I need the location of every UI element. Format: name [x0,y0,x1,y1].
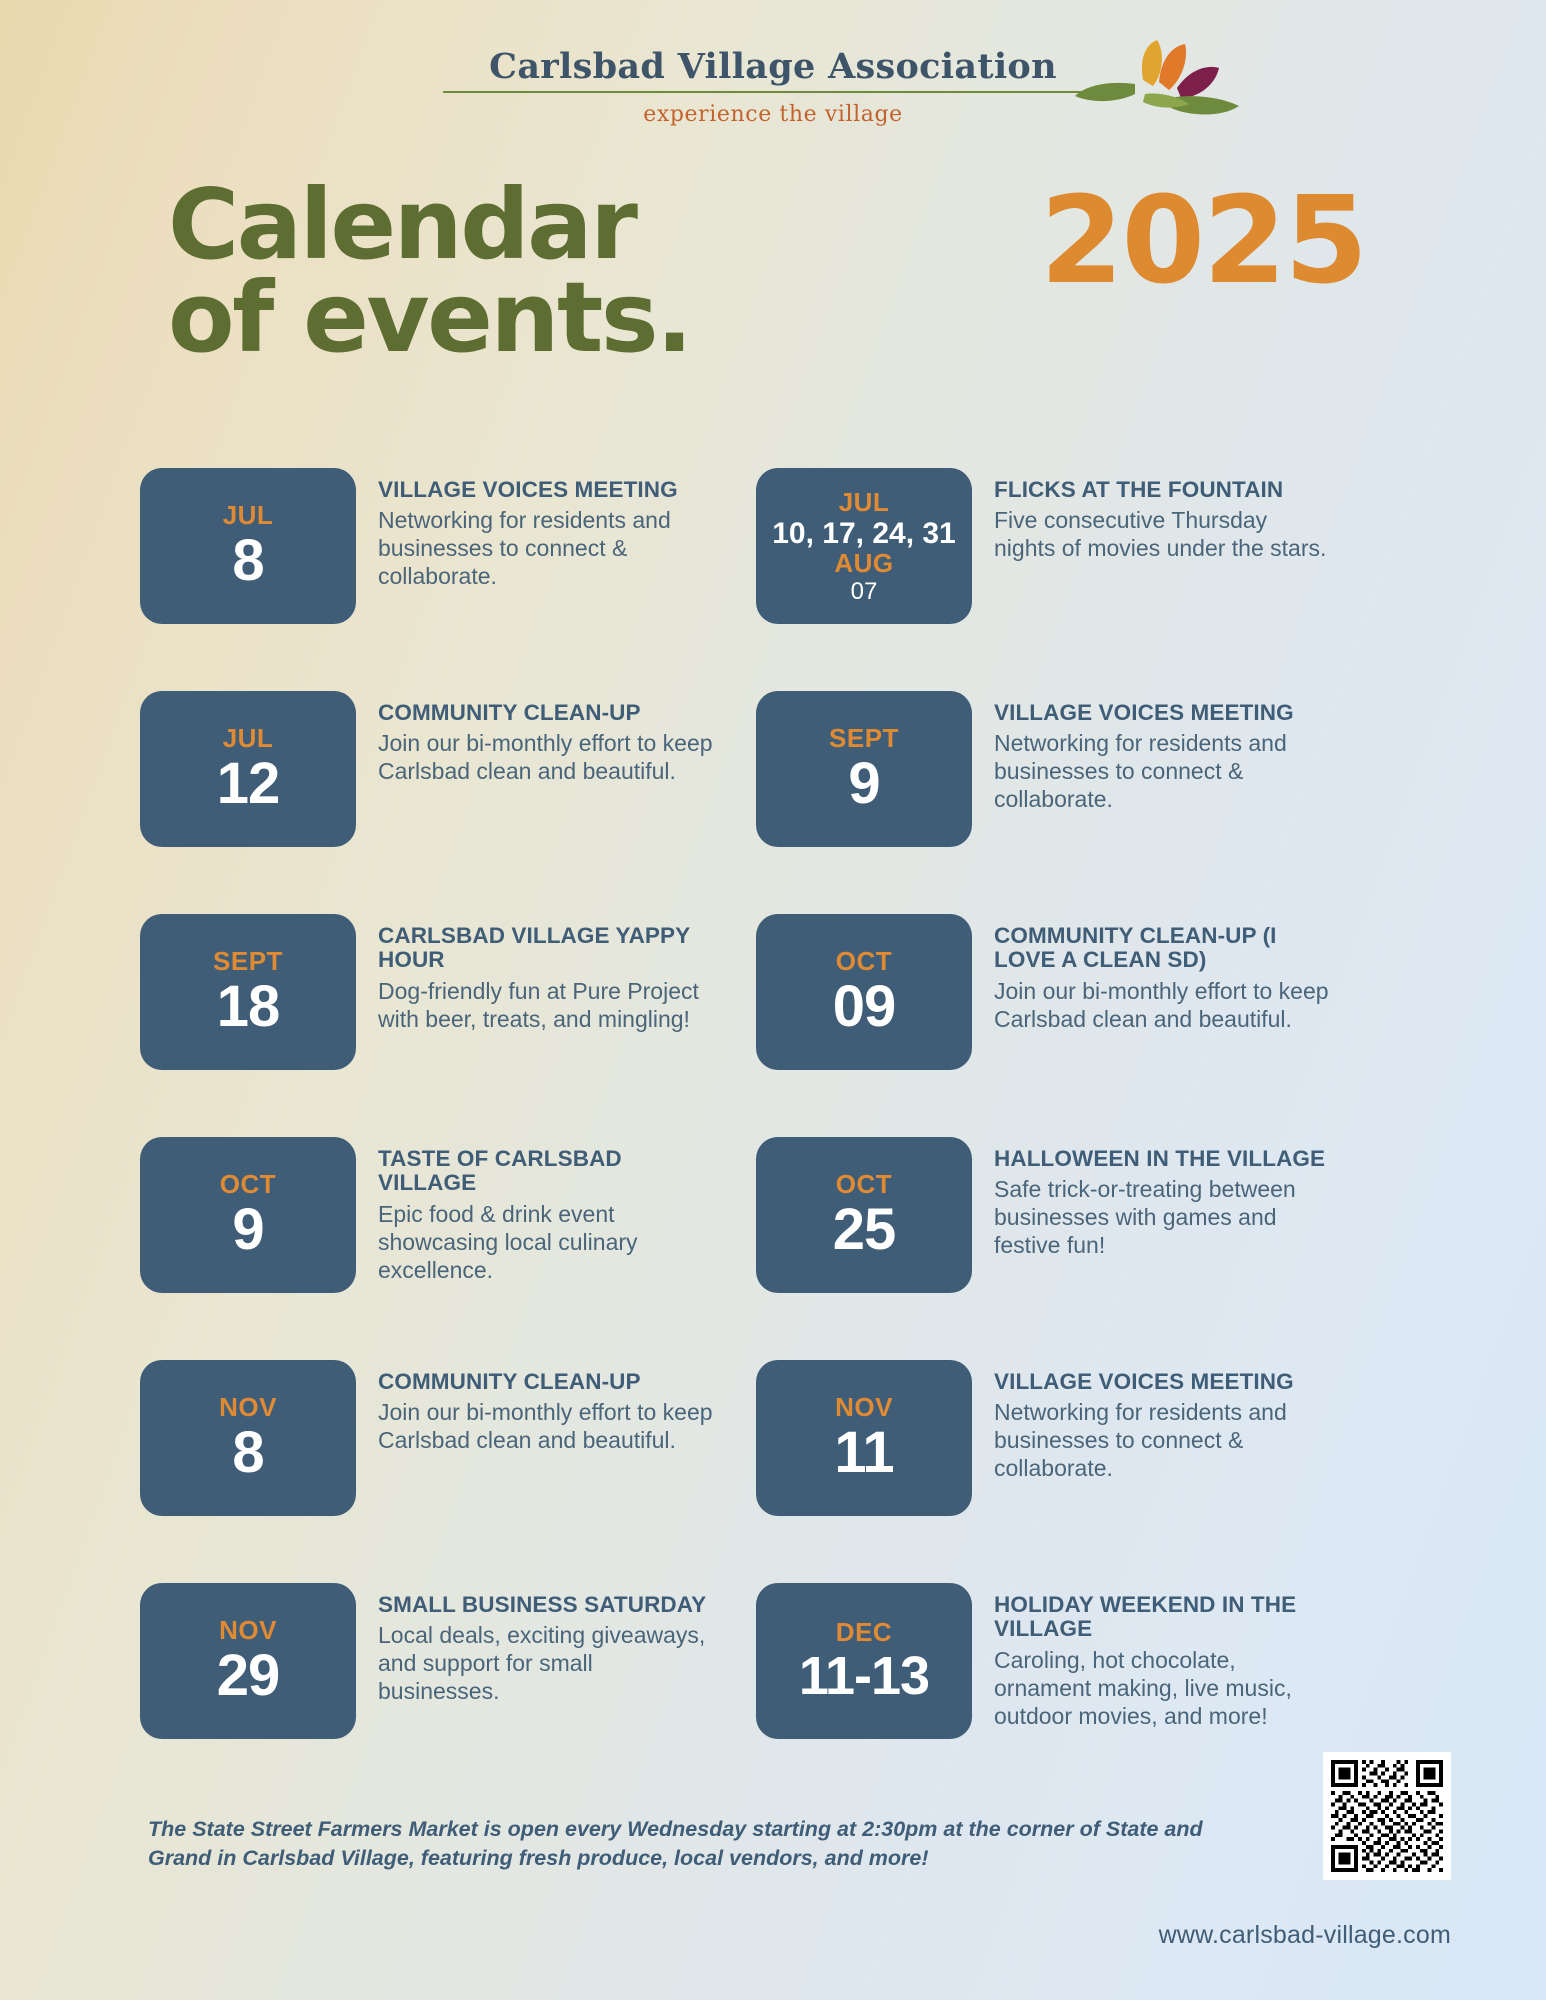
event-title: CARLSBAD VILLAGE YAPPY HOUR [378,923,690,973]
event-day: 8 [232,527,264,593]
event-card [756,914,1410,1137]
event-description: Epic food & drink event showcasing local culinary excellence. [378,1200,638,1283]
event-day: 18 [216,973,280,1039]
page-title-line2: of events. [168,261,691,375]
farmers-market-note: The State Street Farmers Market is open every Wednesday starting at 2:30pm at the corner of State and Grand in Carlsbad Village, featuring fresh produce, local vendors, and more! [148,1817,1203,1870]
event-day: 12 [216,750,280,816]
event-title: COMMUNITY CLEAN-UP [378,1369,641,1394]
event-date-badge [756,691,972,847]
event-day: 10, 17, 24, 31 [772,516,956,550]
event-day: 11-13 [798,1645,930,1706]
event-title: SMALL BUSINESS SATURDAY [378,1592,707,1617]
event-date-badge [756,1137,972,1293]
event-month: NOV [835,1391,893,1422]
event-month: SEPT [213,945,283,976]
event-month: JUL [222,722,274,753]
logo-title: Carlsbad Village Association [489,46,1057,87]
event-title: HOLIDAY WEEKEND IN THE VILLAGE [994,1592,1297,1642]
event-card [756,468,1410,691]
event-date-badge [140,468,356,624]
event-description: Local deals, exciting giveaways, and support for small businesses. [378,1622,706,1705]
website-url[interactable]: www.carlsbad-village.com [1158,1921,1451,1949]
event-card [756,691,1410,914]
event-date-badge [756,914,972,1070]
event-month: OCT [835,1168,893,1199]
event-day: 09 [832,973,896,1039]
event-date-badge [756,468,972,624]
event-title: TASTE OF CARLSBAD VILLAGE [378,1146,622,1196]
event-month: NOV [219,1391,277,1422]
event-month: OCT [219,1168,277,1199]
event-description: Networking for residents and businesses to connect & collaborate. [994,1399,1287,1482]
page-title-line1: Calendar [168,168,636,281]
event-card [756,1360,1410,1583]
event-card [140,1360,756,1583]
event-card [140,468,756,691]
event-description: Join our bi-monthly effort to keep Carlsbad clean and beautiful. [378,730,713,785]
event-month-secondary: AUG [834,548,894,579]
event-description: Dog-friendly fun at Pure Project with beer, treats, and mingling! [378,977,699,1032]
logo-tagline: experience the village [643,102,903,127]
event-card [756,1583,1410,1806]
event-card [140,691,756,914]
event-day: 11 [834,1419,894,1485]
event-month: NOV [219,1614,277,1645]
event-title: COMMUNITY CLEAN-UP [378,700,641,725]
event-date-badge [140,1137,356,1293]
event-day: 29 [216,1642,280,1708]
event-title: VILLAGE VOICES MEETING [994,1369,1294,1394]
event-date-badge [140,691,356,847]
event-title: VILLAGE VOICES MEETING [378,477,678,502]
event-description: Join our bi-monthly effort to keep Carlsbad clean and beautiful. [378,1399,713,1454]
event-date-badge [140,1583,356,1739]
event-description: Caroling, hot chocolate, ornament making, live music, outdoor movies, and more! [994,1646,1292,1729]
event-description: Five consecutive Thursday nights of movies under the stars. [994,507,1327,562]
events-grid [140,468,1410,1806]
event-date-badge [140,914,356,1070]
event-date-badge [140,1360,356,1516]
flame-leaf-logo-icon [1073,40,1253,150]
event-card [756,1137,1410,1360]
event-month: DEC [835,1616,893,1647]
event-title: FLICKS AT THE FOUNTAIN [994,477,1284,502]
event-card [140,1583,756,1806]
event-description: Join our bi-monthly effort to keep Carlsbad clean and beautiful. [994,977,1329,1032]
event-month: JUL [222,499,274,530]
event-description: Networking for residents and businesses to connect & collaborate. [378,507,671,590]
logo-divider [443,91,1103,93]
event-description: Networking for residents and businesses to connect & collaborate. [994,730,1287,813]
event-day: 25 [832,1196,896,1262]
event-title: COMMUNITY CLEAN-UP (I LOVE A CLEAN SD) [994,923,1277,973]
qr-code-icon[interactable] [1323,1752,1451,1880]
event-date-badge [756,1583,972,1739]
page-title [168,168,691,375]
brand-logo [0,46,1546,127]
event-title: HALLOWEEN IN THE VILLAGE [994,1146,1326,1171]
event-day-secondary: 07 [850,578,878,606]
event-day: 9 [232,1196,264,1262]
event-day: 9 [848,750,880,816]
event-day: 8 [232,1419,264,1485]
year-label: 2025 [1040,172,1366,311]
event-title: VILLAGE VOICES MEETING [994,700,1294,725]
event-card [140,1137,756,1360]
event-month: JUL [838,486,890,517]
event-month: OCT [835,945,893,976]
event-date-badge [756,1360,972,1516]
event-description: Safe trick-or-treating between businesses with games and festive fun! [994,1176,1296,1259]
event-month: SEPT [829,722,899,753]
event-card [140,914,756,1137]
